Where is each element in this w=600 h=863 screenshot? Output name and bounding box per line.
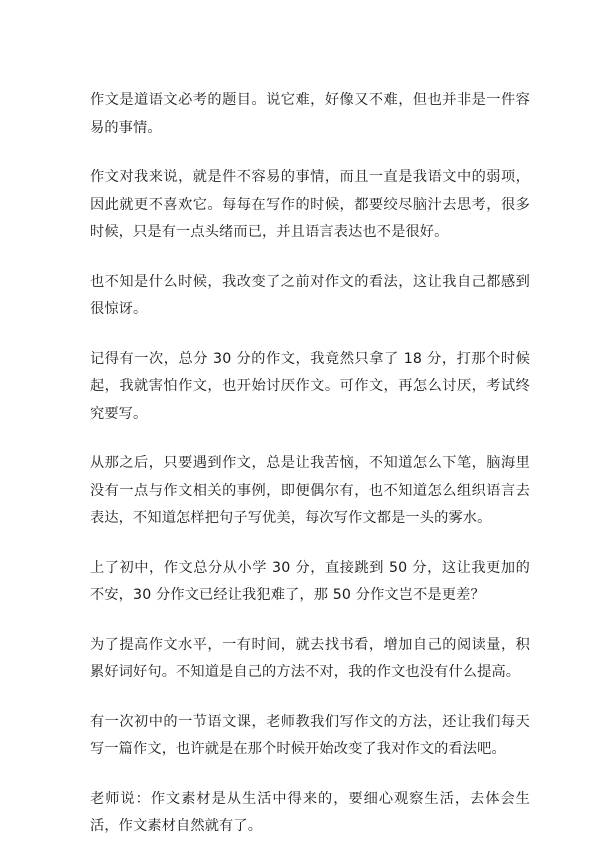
paragraph-1: 作文是道语文必考的题目。说它难，好像又不难，但也并非是一件容易的事情。 [90,92,530,136]
paragraph-5: 从那之后，只要遇到作文，总是让我苦恼，不知道怎么下笔，脑海里没有一点与作文相关的事例，即便偶尔有，也不知道怎么组织语言去表达，不知道怎样把句子写优美，每次写作文都是一头的雾水。 [90,455,530,526]
essay-body [90,87,530,863]
paragraph-4: 记得有一次，总分 30 分的作文，我竟然只拿了 18 分，打那个时候起，我就害怕作文，也开始讨厌作文。可作文，再怎么讨厌，考试终究要写。 [90,350,530,422]
paragraph-8: 有一次初中的一节语文课，老师教我们写作文的方法，还让我们每天写一篇作文，也许就是在那个时候开始改变了我对作文的看法吧。 [90,713,530,757]
paragraph-6: 上了初中，作文总分从小学 30 分，直接跳到 50 分，这让我更加的不安，30 分作文已经让我犯难了，那 50 分作文岂不是更差？ [90,559,530,603]
paragraph-2: 作文对我来说，就是件不容易的事情，而且一直是我语文中的弱项，因此就更不喜欢它。每每在写作的时候，都要绞尽脑汁去思考，很多时候，只是有一点头绪而已，并且语言表达也不是很好。 [90,169,530,240]
paragraph-3: 也不知是什么时候，我改变了之前对作文的看法，这让我自己都感到很惊讶。 [90,273,530,317]
paragraph-7: 为了提高作文水平，一有时间，就去找书看，增加自己的阅读量，积累好词好句。不知道是自己的方法不对，我的作文也没有什么提高。 [90,636,530,680]
paragraph-9: 老师说：作文素材是从生活中得来的，要细心观察生活，去体会生活，作文素材自然就有了。 [90,790,530,834]
